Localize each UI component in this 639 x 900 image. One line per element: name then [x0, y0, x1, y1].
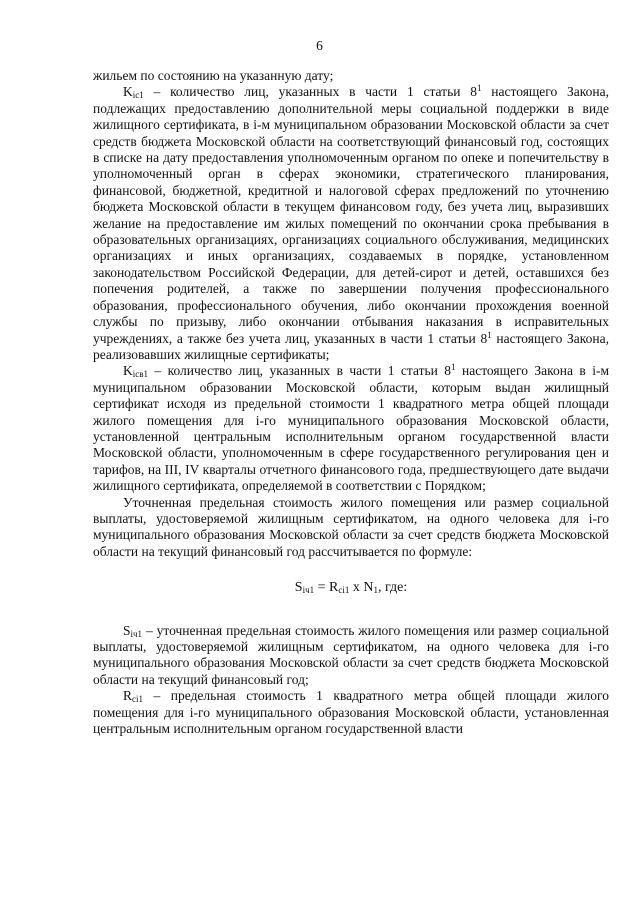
document-body [93, 68, 609, 737]
formula-equals-r: = R [314, 580, 339, 596]
symbol-subscript: icв1 [132, 369, 148, 380]
paragraph-continuation: жильем по состоянию на указанную дату; [93, 68, 334, 83]
definition-text: – количество лиц, указанных в части 1 статьи 8 [143, 84, 477, 100]
formula-subscript: 1 [373, 585, 378, 596]
article-superscript: 1 [487, 329, 492, 340]
definition-text: – количество лиц, указанных в части 1 статьи 8 [148, 363, 452, 379]
formula-s: S [294, 580, 303, 596]
symbol-s: S [123, 622, 131, 638]
formula-tail: , где: [377, 580, 408, 596]
article-superscript: 1 [476, 83, 482, 94]
symbol-k: K [123, 363, 133, 379]
article-superscript: 1 [451, 362, 456, 373]
formula [93, 580, 609, 596]
paragraph-kic1-definition [93, 84, 609, 363]
definition-text: настоящего Закона, реализовавших жилищные сертификаты; [93, 330, 609, 362]
definition-text: – предельная стоимость 1 квадратного метра общей площади жилого помещения для i-го муниципального образования Московской области, установленная центральным исполнительным органом государственной власти [93, 688, 609, 737]
paragraph-formula-intro: Уточненная предельная стоимость жилого помещения или размер социальной выплаты, удостоверяемой жилищным сертификатом, на одного человека для i-го муниципального образования Московской области за счет средств бюджета Московской области на текущий финансовый год рассчитывается по формуле: [93, 494, 609, 559]
definition-text: настоящего Закона в i-м муниципальном образовании Московской области, которым выдан жилищный сертификат исходя из предельной стоимости 1 квадратного метра общей площади жилого помещения для i-го муниципального образования Московской области, установленной центральным исполнительным органом государственной власти Московской области, уполномоченным в сфере государственного регулирования цен и тарифов, на III, IV кварталы отчетного финансового года, предшествующего дате выдачи жилищного сертификата, определяемой в соответствии с Порядком; [93, 363, 610, 494]
formula-subscript: ci1 [338, 585, 350, 596]
formula-subscript: iч1 [302, 585, 315, 596]
formula-times-n: x N [349, 580, 374, 596]
page-number: 6 [316, 38, 323, 53]
definition-text: настоящего Закона, подлежащих предоставлению дополнительной меры социальной поддержки в виде жилищного сертификата, в i-м муниципальном образовании Московской области за счет средств бюджета Московской области на соответствующий финансовый год, состоящих в списке на дату предоставления уполномоченным органом по опеке и попечительству в уполномоченный орган в сферах экономики, стратегического планирования, финансовой, бюджетной, кредитной и налоговой сферах предложений по уточнению бюджета Московской области в текущем финансовом году, без учета лиц, выразивших желание на предоставление им жилых помещений по окончании срока пребывания в образовательных организациях, организациях социального обслуживания, медицинских организациях и иных организациях, создаваемых в порядке, установленном законодательством Российской Федерации, для детей-сирот и детей, оставшихся без попечения родителей, а также по завершении получения профессионального образования, профессионального обучения, либо окончании прохождения военной службы по призыву, либо окончании отбывания наказания в исправительных учреждениях, а также без учета лиц, указанных в части 1 статьи 8 [93, 84, 609, 346]
symbol-r: R [123, 688, 133, 704]
symbol-subscript: ci1 [132, 694, 144, 705]
paragraph-r-definition [93, 688, 609, 737]
paragraph-kicv1-definition [93, 363, 609, 494]
paragraph-s-definition [93, 623, 609, 689]
symbol-k: K [123, 84, 133, 100]
definition-text: – уточненная предельная стоимость жилого помещения или размер социальной выплаты, удостоверяемой жилищным сертификатом, на одного человека для i-го муниципального образования Московской области за счет средств бюджета Московской области на текущий финансовый год; [93, 622, 609, 687]
symbol-subscript: iч1 [130, 628, 143, 639]
symbol-subscript: ic1 [132, 90, 144, 101]
